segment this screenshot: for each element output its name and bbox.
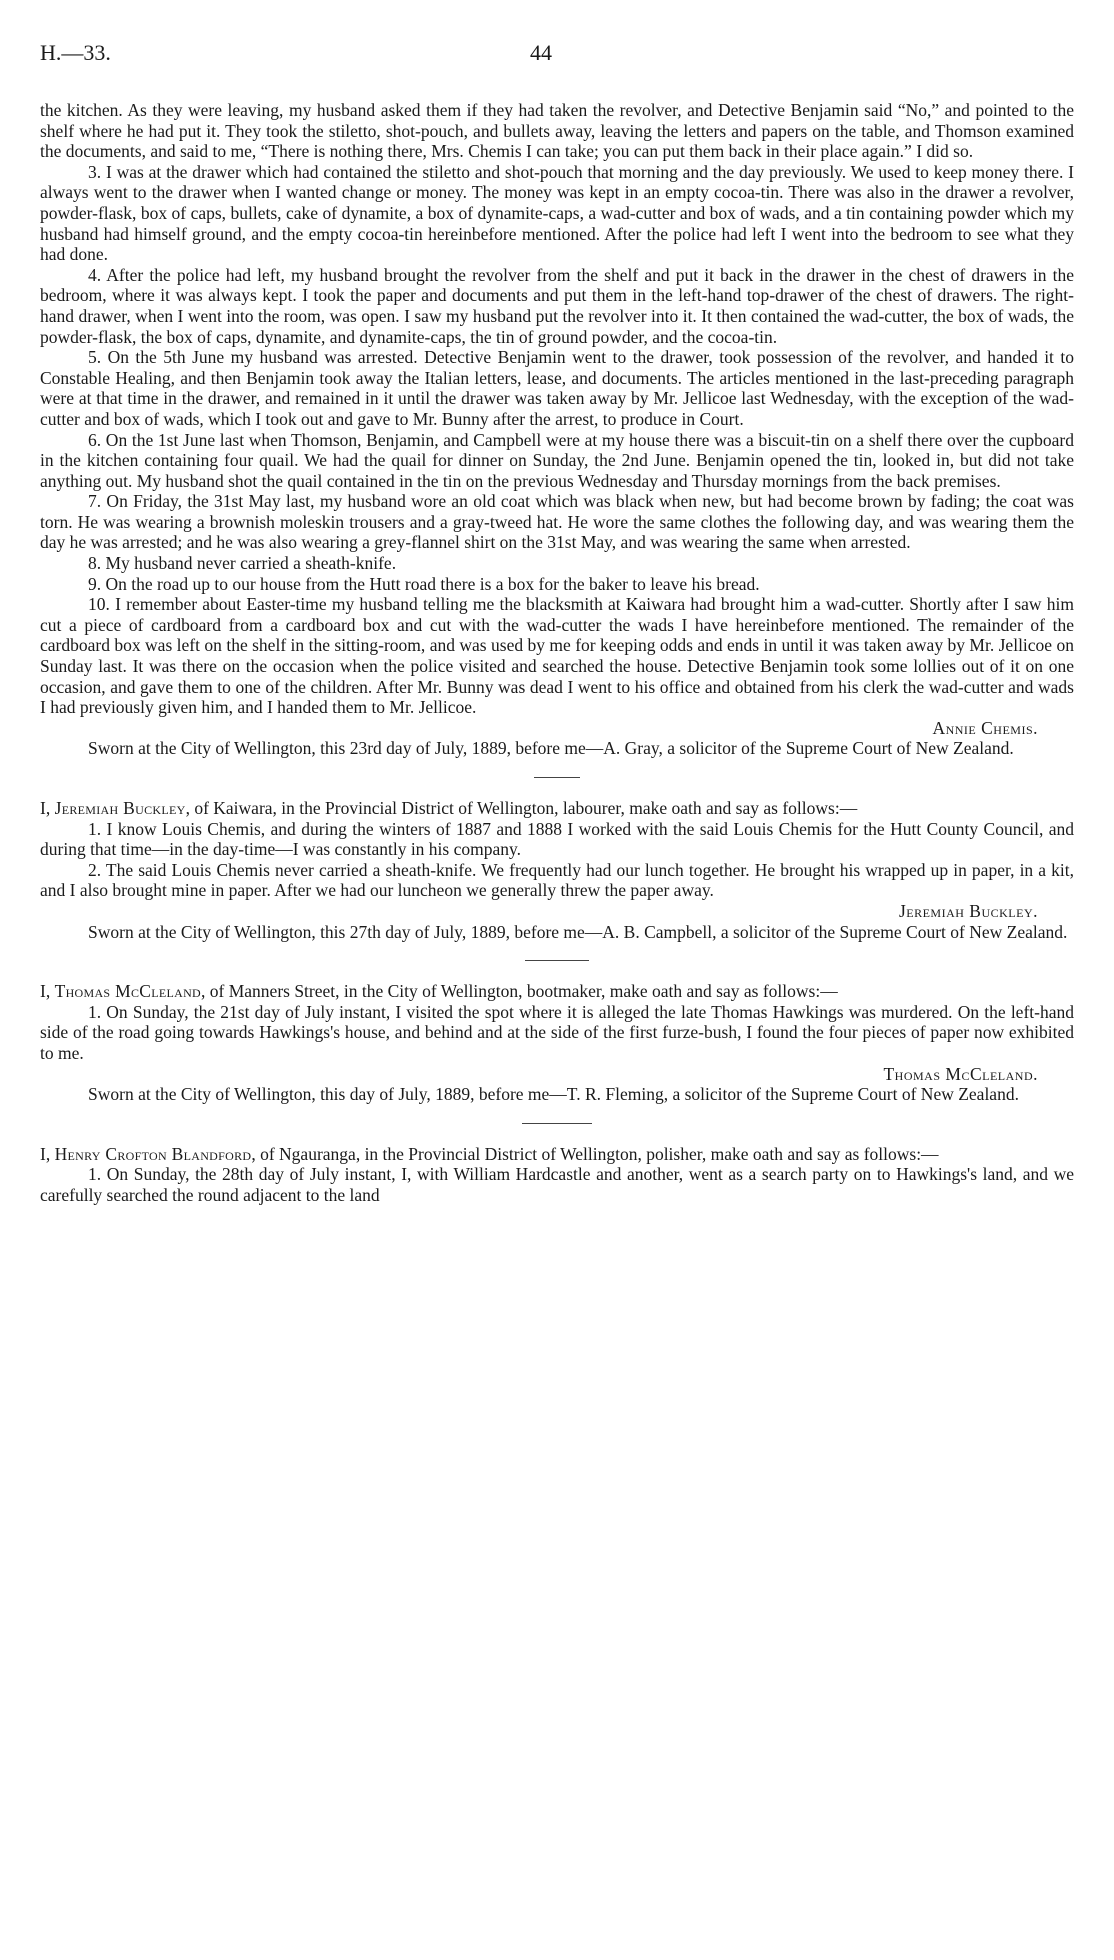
sworn-statement-annie: Sworn at the City of Wellington, this 23rd day of July, 1889, before me—A. Gray, a solicitor of the Supreme Court of New Zealand. [88, 738, 1014, 759]
deponent-name: Henry Crofton Blandford [54, 1143, 252, 1164]
intro-lead: I, [40, 1143, 51, 1164]
affidavit-intro-mccleland [40, 981, 1074, 1002]
sworn-statement-buckley: Sworn at the City of Wellington, this 27th day of July, 1889, before me—A. B. Campbell, a solicitor of the Supreme Court of New Zealand. [88, 921, 1068, 942]
paragraph-6: 6. On the 1st June last when Thomson, Benjamin, and Campbell were at my house there was a biscuit-tin on a shelf there over the cupboard in the kitchen containing four quail. We had the quail for dinner on Sunday, the 2nd June. Benjamin opened the tin, looked in, but did not take anything out. My husband shot the quail contained in the tin on the previous Wednesday and Thursday mornings from the back premises. [40, 429, 1074, 491]
paragraph-9: 9. On the road up to our house from the Hutt road there is a box for the baker to leave his bread. [88, 573, 760, 594]
paragraph-1: 1. I know Louis Chemis, and during the winters of 1887 and 1888 I worked with the said Louis Chemis for the Hutt County Council, and during that time—in the day-time—I was constantly in his company. [40, 818, 1074, 860]
intro-lead: I, [40, 798, 51, 818]
deponent-name: Thomas McCleland [54, 981, 202, 1002]
paragraph-5: 5. On the 5th June my husband was arrested. Detective Benjamin went to the drawer, took possession of the revolver, and handed it to Constable Healing, and then Benjamin took away the Italian letters, lease, and documents. The articles mentioned in the last-preceding paragraph were at that time in the drawer, and remained in it until the drawer was taken away by Mr. Jellicoe last Wednesday, with the exception of the wad-cutter and box of wads, which I took out and gave to Mr. Bunny after the arrest, to produce in Court. [40, 347, 1074, 429]
paragraph-3: 3. I was at the drawer which had contained the stiletto and shot-pouch that morning and the day previously. We used to keep money there. I always went to the drawer when I wanted change or money. The money was kept in an empty cocoa-tin. There was also in the drawer a revolver, powder-flask, box of caps, bullets, cake of dynamite, a box of dynamite-caps, a wad-cutter and box of wads, and a tin containing powder which my husband had himself ground, and the empty cocoa-tin hereinbefore mentioned. After the police had left I went into the bedroom to see what they had done. [40, 161, 1074, 265]
signature-annie-chemis: Annie Chemis. [932, 717, 1038, 738]
paragraph-1: 1. On Sunday, the 28th day of July instant, I, with William Hardcastle and another, went as a search party on to Hawkings's land, and we carefully searched the round adjacent to the land [40, 1164, 1074, 1205]
paragraph-2: 2. The said Louis Chemis never carried a sheath-knife. We frequently had our lunch together. He brought his wrapped up in paper, in a kit, and I also brought mine in paper. After we had our luncheon we generally threw the paper away. [40, 859, 1074, 901]
paragraph-4: 4. After the police had left, my husband brought the revolver from the shelf and put it back in the drawer in the chest of drawers in the bedroom, where it was always kept. I took the paper and documents and put them in the left-hand top-drawer of the chest of drawers. The right-hand drawer, when I went into the room, was open. I saw my husband put the revolver into it. It then contained the wad-cutter, the box of wads, the powder-flask, the box of caps, dynamite, and dynamite-caps, the tin of ground powder, and the cocoa-tin. [40, 264, 1074, 347]
deponent-name: Jeremiah Buckley [54, 798, 186, 818]
paper-reference: H.—33. [40, 40, 111, 65]
page-header [40, 40, 1074, 72]
intro-text: , of Manners Street, in the City of Wellington, bootmaker, make oath and say as follows:— [201, 981, 838, 1002]
paragraph-10: 10. I remember about Easter-time my husband telling me the blacksmith at Kaiwara had brought him a wad-cutter. Shortly after I saw him cut a piece of cardboard from a cardboard box and cut with the wad-cutter the wads I have hereinbefore mentioned. The remainder of the cardboard box was left on the shelf in the sitting-room, and was used by me for keeping odds and ends in until it was taken away by Mr. Jellicoe on Sunday last. It was there on the occasion when the police visited and searched the house. Detective Benjamin took some lollies out of it on one occasion, and gave them to one of the children. After Mr. Bunny was dead I went to his office and obtained from his clerk the wad-cutter and wads I had previously given him, and I handed them to Mr. Jellicoe. [40, 594, 1074, 718]
affidavit-intro-blandford [40, 1144, 1074, 1165]
page-number: 44 [530, 40, 552, 65]
signature-jeremiah-buckley: Jeremiah Buckley. [898, 900, 1038, 921]
affidavit-intro-buckley [40, 798, 1074, 819]
section-divider [522, 1123, 592, 1124]
paragraph-continuation: the kitchen. As they were leaving, my husband asked them if they had taken the revolver, and Detective Benjamin said “No,” and pointed to the shelf where he had put it. They took the stiletto, shot-pouch, and bullets away, leaving the letters and papers on the table, and Thomson examined the documents, and said to me, “There is nothing there, Mrs. Chemis I can take; you can put them back in their place again.” I did so. [40, 100, 1074, 162]
intro-text: , of Kaiwara, in the Provincial District of Wellington, labourer, make oath and say as follows:— [185, 798, 858, 818]
signature-thomas-mccleland: Thomas McCleland. [883, 1063, 1038, 1084]
intro-text: , of Ngauranga, in the Provincial District of Wellington, polisher, make oath and say as follows:— [251, 1143, 939, 1164]
paragraph-8: 8. My husband never carried a sheath-knife. [88, 553, 397, 574]
sworn-statement-mccleland: Sworn at the City of Wellington, this day of July, 1889, before me—T. R. Fleming, a solicitor of the Supreme Court of New Zealand. [88, 1084, 1019, 1105]
paragraph-7: 7. On Friday, the 31st May last, my husband wore an old coat which was black when new, but had become brown by fading; the coat was torn. He was wearing a brownish moleskin trousers and a gray-tweed hat. He wore the same clothes the following day, and was wearing them the day he was arrested; and he was also wearing a grey-flannel shirt on the 31st May, and was wearing the same when arrested. [40, 491, 1074, 553]
paragraph-1: 1. On Sunday, the 21st day of July instant, I visited the spot where it is alleged the late Thomas Hawkings was murdered. On the left-hand side of the road going towards Hawkings's house, and behind and at the side of the first furze-bush, I found the four pieces of paper now exhibited to me. [40, 1001, 1074, 1063]
section-divider [525, 960, 589, 961]
document-body [40, 100, 1074, 1206]
intro-lead: I, [40, 981, 51, 1002]
section-divider [534, 777, 580, 778]
